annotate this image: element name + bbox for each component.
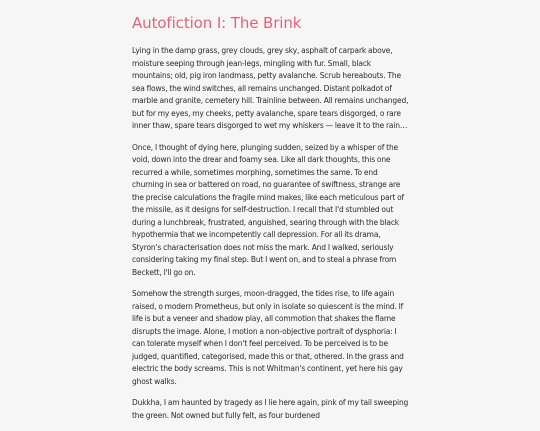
article-paragraph-2: Once, I thought of dying here, plunging sudden, seized by a whisper of the void, down into the drear and foamy sea. Like all dark thoughts, this one recurred a while, sometimes morphing, sometimes the same. To end churning in sea or battered on road, no guarantee of swiftness, strange are the precise calculations the fragile mind makes, like each meticulous part of the missile, as it designs for self-destruction. I recall that I'd stumbled out during a lunchbreak, frustrated, anguished, searing through with the black hypothermia that we incompetently call depression. For all its drama, Styron's characterisation does not miss the mark. And I walked, seriously considering taking my final step. But I went on, and to steal a phrase from Beckett, I'll go on. (132, 142, 405, 277)
article-paragraph-1: Lying in the damp grass, grey clouds, grey sky, asphalt of carpark above, moisture seeping through jean-legs, mingling with fur. Small, black mountains; old, pig iron landmass, petty avalanche. Scrub hereabouts. The sea flows, the wind switches, all remains unchanged. Distant polkadot of marble and granite, cemetery hill. Trainline between. All remains unchanged, but for my eyes, my cheeks, petty avalanche, spare tears disgorged, o rare inner thaw, spare tears disgorged to wet my whiskers — leave it to the rain… (132, 46, 409, 130)
article-paragraph-4: Dukkha, I am haunted by tragedy as I lie here again, pink of my tail sweeping the green. Not owned but fully felt, as four burdened (132, 398, 409, 420)
article-paragraph-3: Somehow the strength surges, moon-dragged, the tides rise, to life again raised, o modern Prometheus, but only in isolate so quiescent is the mind. If life is but a veneer and shadow play, all commotion that shakes the flame disrupts the image. Alone, I motion a non-objective portrait of dysphoria: I can tolerate myself when I don't feel perceived. To be perceived is to be judged, quantified, categorised, made this or that, othered. In the grass and electric the body screams. This is not Whitman's continent, yet here his gay ghost walks. (132, 289, 404, 386)
article-title: Autofiction I: The Brink (132, 14, 302, 32)
article (132, 13, 410, 431)
